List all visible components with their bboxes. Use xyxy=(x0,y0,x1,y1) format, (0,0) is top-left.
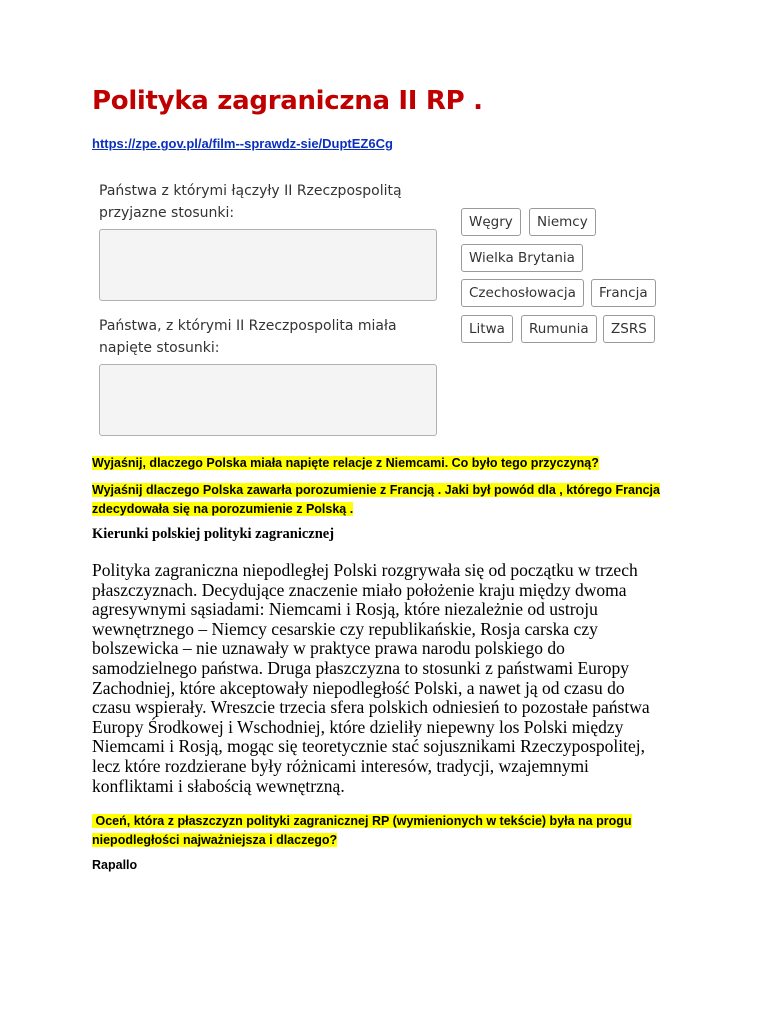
body-line: konfliktami i słabością wewnętrzną. xyxy=(92,775,345,796)
chip-wielka-brytania[interactable]: Wielka Brytania xyxy=(461,244,583,272)
body-line: czasu wspierały. Wreszcie trzecia sfera polskich odniesień to pozostałe państwa xyxy=(92,697,650,718)
body-paragraph xyxy=(92,561,672,796)
question-france-line1: Wyjaśnij dlaczego Polska zawarła porozumienie z Francją . Jaki był powód dla , którego Francja xyxy=(92,483,660,497)
body-line: lecz które rozdzierane były różnicami interesów, tradycji, wzajemnymi xyxy=(92,755,589,776)
chip-niemcy[interactable]: Niemcy xyxy=(529,208,596,236)
question-france xyxy=(92,481,660,519)
question-evaluate-line2: niepodległości najważniejsza i dlaczego? xyxy=(92,833,338,847)
question-evaluate-line1-text: Oceń, która z płaszczyzn polityki zagranicznej RP (wymienionych w tekście) była na progu xyxy=(95,814,632,828)
body-line: bolszewicka – nie uznawały w praktyce prawa narodu polskiego do xyxy=(92,638,565,659)
tense-states-label: Państwa, z którymi II Rzeczpospolita miała napięte stosunki: xyxy=(99,318,397,356)
body-line: Europy Środkowej i Wschodniej, które dzieliły niepewny los Polski między xyxy=(92,716,624,737)
body-line: Zachodniej, które akceptowały niepodległość Polski, a nawet ją od czasu do xyxy=(92,677,625,698)
tense-states-dropzone[interactable] xyxy=(99,364,437,436)
chip-rumunia[interactable]: Rumunia xyxy=(521,315,597,343)
question-germany-text: Wyjaśnij, dlaczego Polska miała napięte relacje z Niemcami. Co było tego przyczyną? xyxy=(92,456,599,470)
question-france-line2: zdecydowała się na porozumienie z Polską . xyxy=(92,502,354,516)
question-evaluate xyxy=(92,812,632,850)
body-line: płaszczyznach. Decydujące znaczenie miało położenie kraju między dwoma xyxy=(92,579,627,600)
friendly-states-dropzone[interactable] xyxy=(99,229,437,301)
page-title: Polityka zagraniczna II RP . xyxy=(92,86,483,116)
body-line: agresywnymi sąsiadami: Niemcami i Rosją, które niezależnie od ustroju xyxy=(92,599,598,620)
chip-francja[interactable]: Francja xyxy=(591,279,656,307)
chip-wegry[interactable]: Węgry xyxy=(461,208,521,236)
chip-czechoslowacja[interactable]: Czechosłowacja xyxy=(461,279,584,307)
body-line: Polityka zagraniczna niepodległej Polski rozgrywała się od początku w trzech xyxy=(92,560,638,580)
body-line: Niemcami i Rosją, mogąc się teoretycznie stać sojusznikami Rzeczypospolitej, xyxy=(92,736,646,757)
question-evaluate-line1 xyxy=(92,814,632,828)
section-heading: Kierunki polskiej polityki zagranicznej xyxy=(92,526,335,542)
friendly-states-label: Państwa z którymi łączyły II Rzeczpospolitą przyjazne stosunki: xyxy=(99,183,402,221)
question-germany xyxy=(92,454,599,473)
rapallo-label: Rapallo xyxy=(92,858,138,872)
chip-litwa[interactable]: Litwa xyxy=(461,315,513,343)
body-line: samodzielnego państwa. Druga płaszczyzna to stosunki z państwami Europy xyxy=(92,657,630,678)
body-line: wewnętrznego – Niemcy cesarskie czy republikańskie, Rosja carska czy xyxy=(92,618,598,639)
film-link[interactable]: https://zpe.gov.pl/a/film--sprawdz-sie/DuptEZ6Cg xyxy=(92,136,393,151)
chip-zsrs[interactable]: ZSRS xyxy=(603,315,655,343)
